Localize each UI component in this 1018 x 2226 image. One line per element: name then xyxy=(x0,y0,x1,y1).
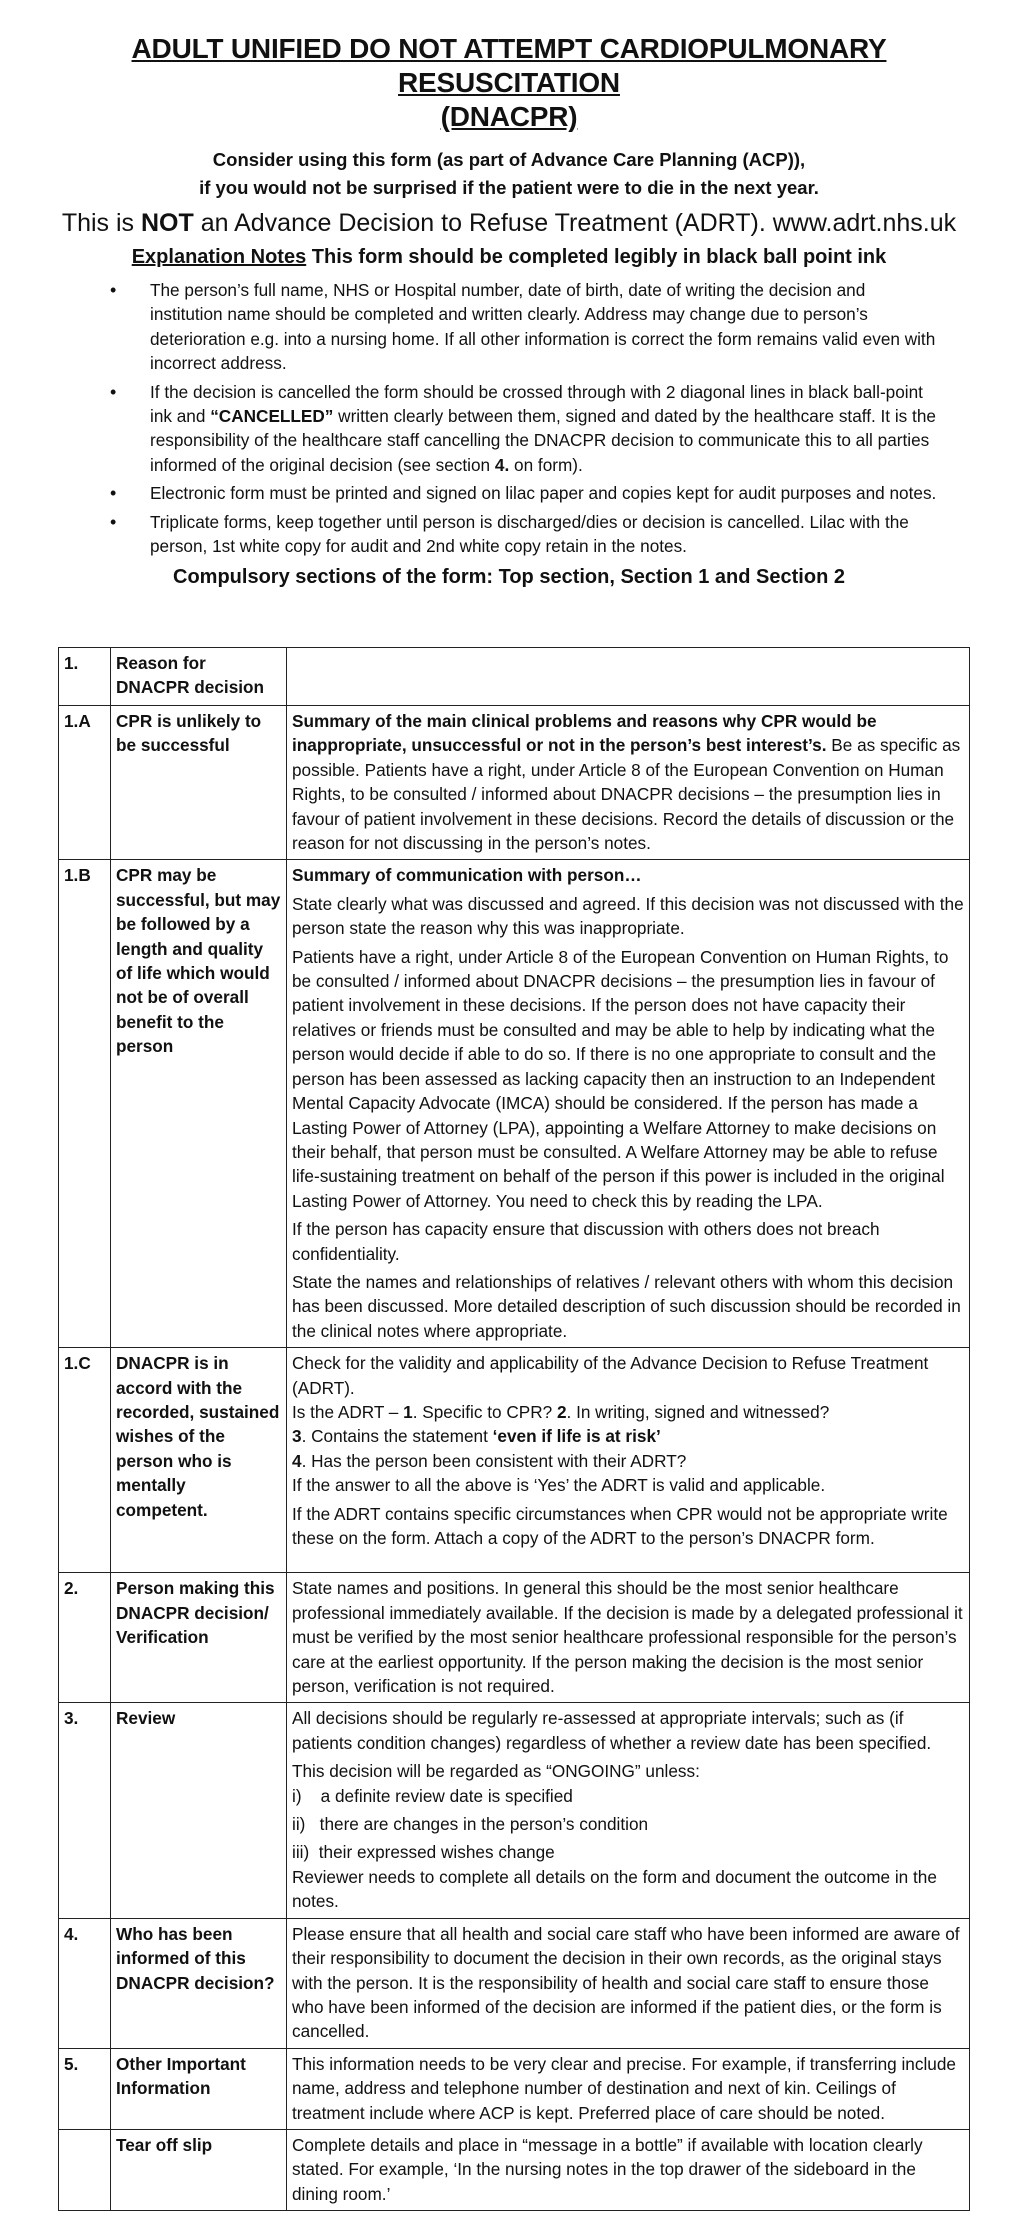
adrt-check-number: 4 xyxy=(292,1450,302,1471)
section-paragraph: State the names and relationships of relatives / relevant others with whom this decision has been discussed. More detailed description of such discussion should be recorded in the clinical notes where appropriate. xyxy=(292,1271,961,1341)
review-condition-item: i) a definite review date is specified xyxy=(292,1785,573,1806)
section-number: 4. xyxy=(59,1918,111,2048)
section-paragraph xyxy=(292,1351,964,1473)
section-paragraph: This decision will be regarded as “ONGOING” unless: xyxy=(292,1761,700,1782)
note-text: written clearly between them, signed and dated by the healthcare staff. It is the responsibility of the healthcare staff cancelling the DNACPR decision to communicate this to all parties informed of the original decision (see section xyxy=(150,406,936,475)
note-bold-text: “CANCELLED” xyxy=(210,406,334,427)
section-title: CPR may be successful, but may be followed by a length and quality of life which would not be of overall benefit to the person xyxy=(111,860,287,1348)
section-number: 1. xyxy=(59,648,111,706)
table-row xyxy=(59,1573,970,1703)
section-title: CPR is unlikely to be successful xyxy=(111,706,287,860)
table-row xyxy=(59,860,970,1348)
table-row xyxy=(59,1703,970,1918)
adrt-check-text: . Specific to CPR? xyxy=(412,1401,557,1422)
review-condition-item: iii) their expressed wishes change xyxy=(292,1842,555,1863)
explanation-notes-label: Explanation Notes xyxy=(131,246,307,268)
form-title xyxy=(79,32,939,134)
explanation-notes-list xyxy=(0,278,940,558)
section-paragraph: If the ADRT contains specific circumstances when CPR would not be appropriate write these on the form. Attach a copy of the ADRT to the person’s DNACPR form. xyxy=(292,1503,948,1548)
section-paragraph: State clearly what was discussed and agreed. If this decision was not discussed with the person state the reason why this was inappropriate. xyxy=(292,893,964,939)
section-number: 2. xyxy=(59,1573,111,1703)
adrt-check-number: 2 xyxy=(556,1401,567,1422)
note-item xyxy=(150,481,940,505)
note-item xyxy=(150,380,940,478)
adrt-check-line: Check for the validity and applicability of the Advance Decision to Refuse Treatment (ADRT). xyxy=(292,1353,929,1398)
note-bold-text: 4. xyxy=(494,454,510,475)
adrt-check-number: 3 xyxy=(292,1426,302,1447)
table-row xyxy=(59,1348,970,1573)
section-paragraph: All decisions should be regularly re-assessed at appropriate intervals; such as (if patients condition changes) regardless of whether a review date has been specified. xyxy=(292,1708,932,1753)
adrt-check-text: Is the ADRT – xyxy=(292,1401,404,1422)
table-row xyxy=(59,706,970,860)
section-description: Complete details and place in “message in a bottle” if available with location clearly stated. For example, ‘In the nursing notes in the top drawer of the sideboard in the dining room.’ xyxy=(287,2129,970,2210)
not-adrt-statement xyxy=(0,206,1018,240)
section-title: Review xyxy=(111,1703,287,1918)
table-row xyxy=(59,2129,970,2210)
section-number: 3. xyxy=(59,1703,111,1918)
section-description xyxy=(287,860,970,1348)
section-description: This information needs to be very clear and precise. For example, if transferring include name, address and telephone number of destination and next of kin. Ceilings of treatment include where ACP is kept. Preferred place of care should be noted. xyxy=(287,2048,970,2129)
section-number xyxy=(59,2129,111,2210)
adrt-check-number: 1 xyxy=(403,1401,413,1422)
adrt-check-text: . Has the person been consistent with their ADRT? xyxy=(301,1450,687,1471)
section-description-text: Be as specific as possible. Patients have a right, under Article 8 of the European Convention on Human Rights, to be consulted / informed about DNACPR decisions – the presumption lies in favour of patient involvement in these decisions. Record the details of discussion or the reason for not discussing in the person’s notes. xyxy=(292,735,961,854)
acp-guidance-line-1: Consider using this form (as part of Advance Care Planning (ACP)), xyxy=(212,149,806,170)
section-title: Who has been informed of this DNACPR decision? xyxy=(111,1918,287,2048)
form-title-line-1: ADULT UNIFIED DO NOT ATTEMPT CARDIOPULMONARY RESUSCITATION xyxy=(131,33,887,98)
explanation-notes-heading xyxy=(0,242,1018,272)
sections-table xyxy=(58,647,970,2211)
section-description xyxy=(287,1703,970,1918)
section-description: Please ensure that all health and social care staff who have been informed are aware of their responsibility to document the decision in their own records, as the original stays with the person. It is the responsibility of health and social care staff to ensure those who have been informed of the decision are informed if the patient dies, or the form is cancelled. xyxy=(287,1918,970,2048)
note-text: on form). xyxy=(509,454,583,475)
section-title: Reason for DNACPR decision xyxy=(111,648,287,706)
section-number: 1.B xyxy=(59,860,111,1348)
note-item xyxy=(150,278,940,376)
section-title: Tear off slip xyxy=(111,2129,287,2210)
acp-guidance xyxy=(0,146,1018,202)
table-row xyxy=(59,648,970,706)
section-title: Person making this DNACPR decision/ Verification xyxy=(111,1573,287,1703)
note-text: The person’s full name, NHS or Hospital number, date of birth, date of writing the decision and institution name should be completed and written clearly. Address may change due to person’s deterioration e.g. into a nursing home. If all other information is correct the form remains valid even with incorrect address. xyxy=(150,280,936,374)
not-adrt-pre: This is xyxy=(61,209,141,237)
review-condition-item: ii) there are changes in the person’s condition xyxy=(292,1814,649,1835)
adrt-check-statement: ‘even if life is at risk’ xyxy=(492,1426,661,1447)
acp-guidance-line-2: if you would not be surprised if the patient were to die in the next year. xyxy=(199,177,819,198)
adrt-check-text: . Contains the statement xyxy=(301,1426,493,1447)
section-description-heading: Summary of communication with person… xyxy=(292,865,642,886)
section-description: State names and positions. In general this should be the most senior healthcare professional immediately available. If the decision is made by a delegated professional it must be verified by the most senior healthcare professional responsible for the person’s care at the earliest opportunity. If the person making the decision is the most senior person, verification is not required. xyxy=(287,1573,970,1703)
section-paragraph: Patients have a right, under Article 8 of the European Convention on Human Rights, to be consulted / informed about DNACPR decisions – the presumption lies in favour of patient involvement in these decisions. If the person does not have capacity their relatives or friends must be consulted and may be able to help by indicating what the person would decide if able to do so. If there is no one appropriate to consult and the person has been assessed as lacking capacity then an instruction to an Independent Mental Capacity Advocate (IMCA) should be considered. If the person has made a Lasting Power of Attorney (LPA), appointing a Welfare Attorney to make decisions on their behalf, that person must be consulted. A Welfare Attorney may be able to refuse life-sustaining treatment on behalf of the person if this power is included in the original Lasting Power of Attorney. You need to check this by reading the LPA. xyxy=(292,946,949,1211)
adrt-check-text: . In writing, signed and witnessed? xyxy=(566,1401,830,1422)
section-paragraph: Reviewer needs to complete all details on the form and document the outcome in the notes. xyxy=(292,1866,937,1912)
section-title: DNACPR is in accord with the recorded, sustained wishes of the person who is mentally competent. xyxy=(111,1348,287,1573)
section-paragraph: If the person has capacity ensure that discussion with others does not breach confidentiality. xyxy=(292,1219,880,1264)
note-text: Electronic form must be printed and signed on lilac paper and copies kept for audit purposes and notes. xyxy=(150,483,937,504)
compulsory-sections-heading: Compulsory sections of the form: Top section, Section 1 and Section 2 xyxy=(173,566,845,589)
section-description xyxy=(287,1348,970,1573)
table-row xyxy=(59,1918,970,2048)
section-title: Other Important Information xyxy=(111,2048,287,2129)
section-description xyxy=(287,648,970,706)
section-paragraph: If the answer to all the above is ‘Yes’ the ADRT is valid and applicable. xyxy=(292,1475,826,1496)
section-description xyxy=(287,706,970,860)
section-number: 1.C xyxy=(59,1348,111,1573)
section-number: 1.A xyxy=(59,706,111,860)
not-adrt-bold: NOT xyxy=(141,209,194,237)
form-title-line-2: (DNACPR) xyxy=(440,101,578,132)
not-adrt-post: an Advance Decision to Refuse Treatment (ADRT). www.adrt.nhs.uk xyxy=(193,209,957,237)
note-text: If the decision is cancelled the form should be crossed through with 2 diagonal lines in black ball-point ink and xyxy=(150,381,923,427)
explanation-notes-instruction: This form should be completed legibly in black ball point ink xyxy=(306,246,887,268)
note-text: Triplicate forms, keep together until person is discharged/dies or decision is cancelled. Lilac with the person, 1st white copy for audit and 2nd white copy retain in the notes. xyxy=(150,511,909,557)
table-row xyxy=(59,2048,970,2129)
section-description-bold: Summary of the main clinical problems and reasons why CPR would be inappropriate, unsuccessful or not in the person’s best interest’s. xyxy=(292,711,877,756)
section-number: 5. xyxy=(59,2048,111,2129)
note-item xyxy=(150,510,940,559)
